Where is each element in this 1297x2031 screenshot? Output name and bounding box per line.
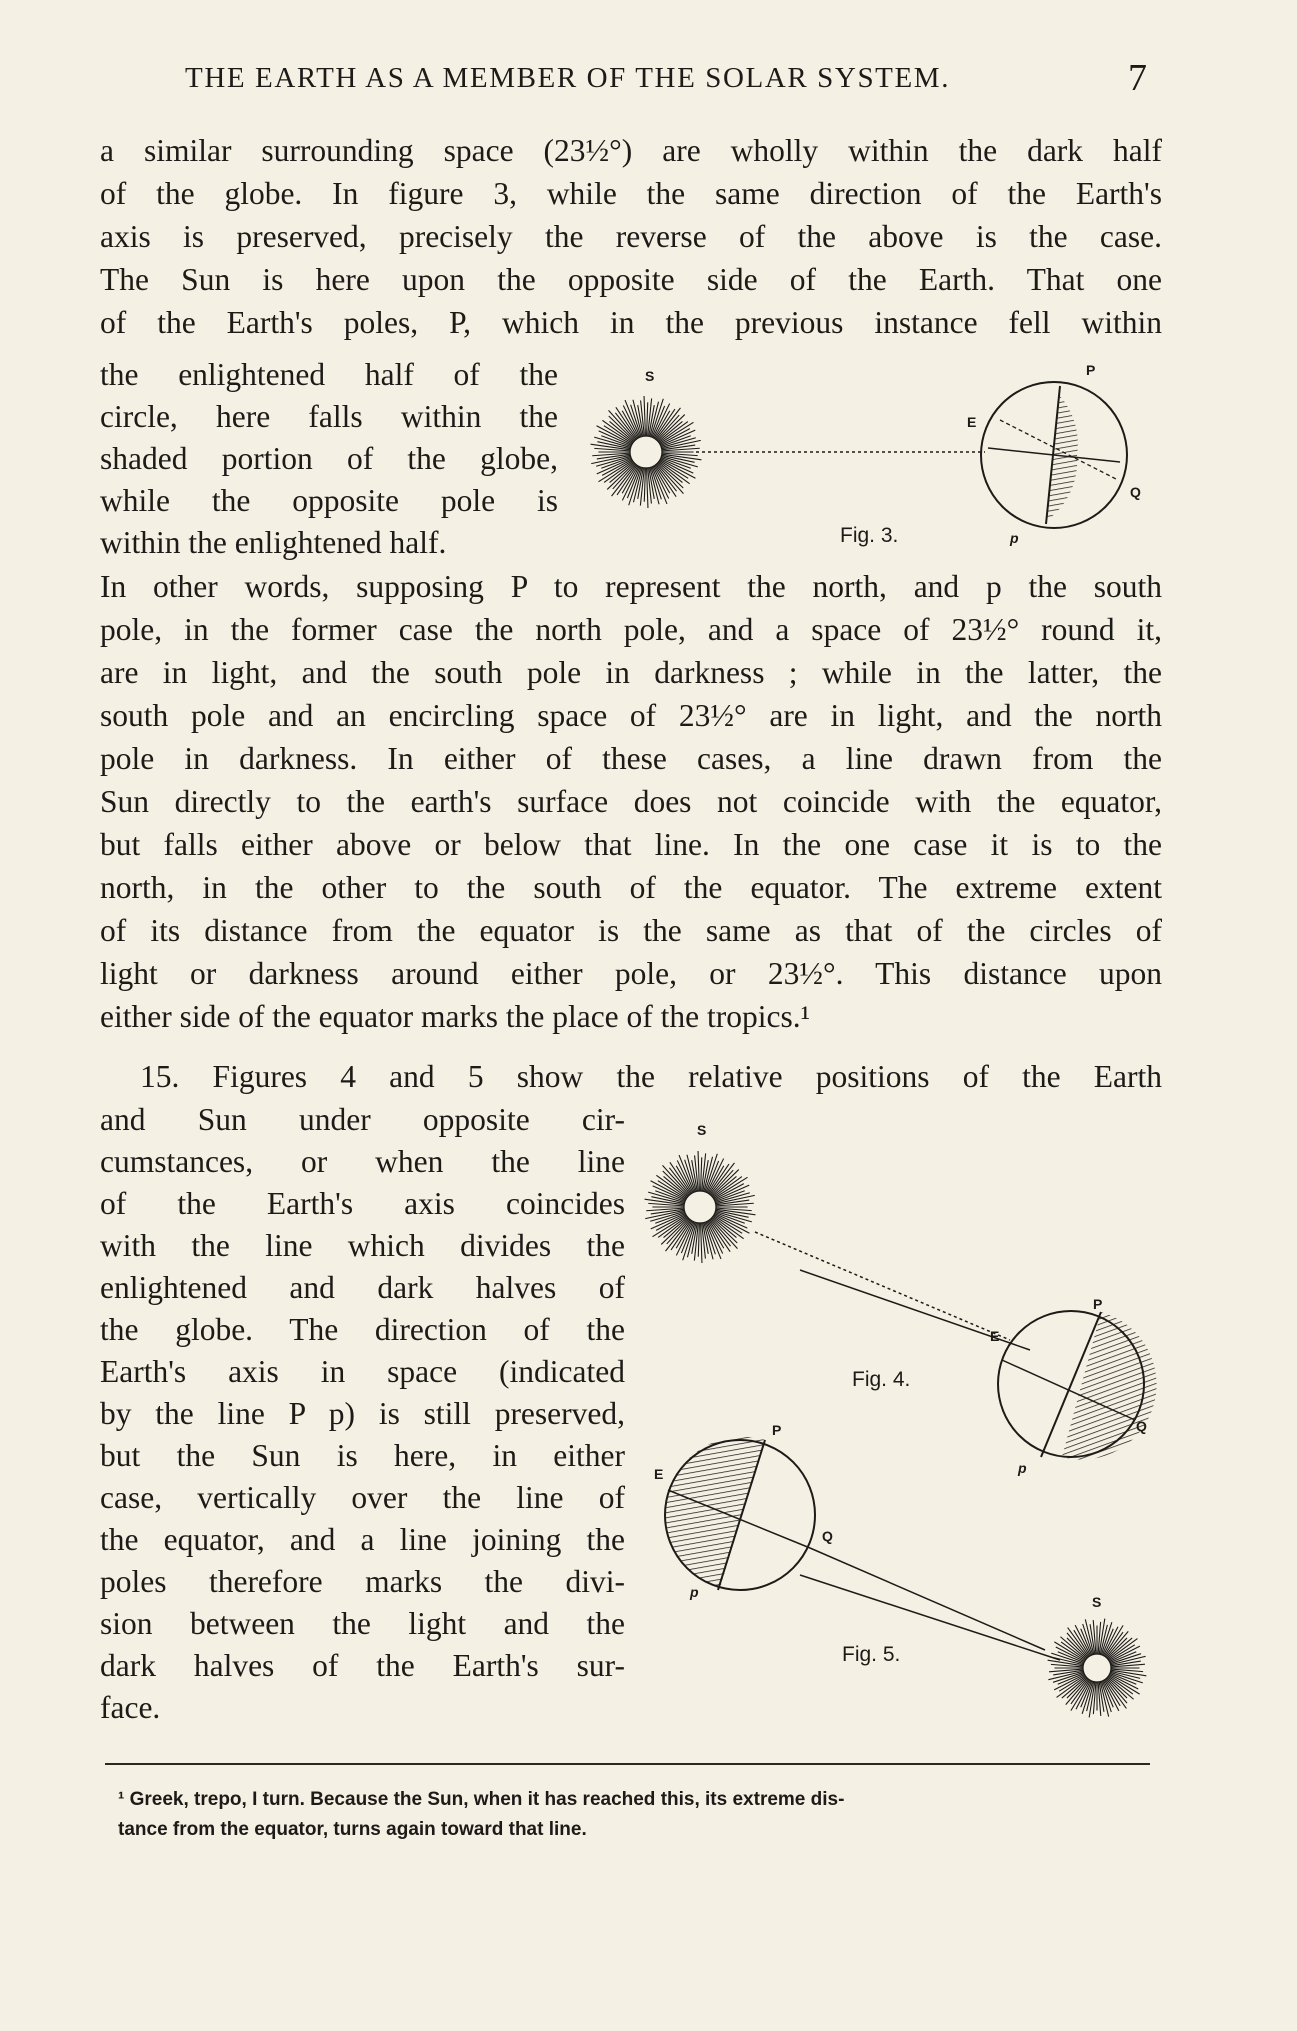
text-line: south pole and an encircling space of 23½° are in light, and the north [100,698,1162,733]
footnote-line-1: ¹ Greek, trepo, I turn. Because the Sun, when it has reached this, its extreme dis- [118,1789,845,1810]
text-line: The Sun is here upon the opposite side of the Earth. That one [100,262,1162,297]
text-line: Sun directly to the earth's surface does not coincide with the equator, [100,784,1162,819]
text-line: the enlightened half of the [100,357,558,392]
earth-4 [998,1311,1157,1460]
text-line: with the line which divides the [100,1228,625,1263]
text-line: within the enlightened half. [100,525,447,560]
text-line: of the Earth's axis coincides [100,1186,625,1221]
text-line: by the line P p) is still preserved, [100,1396,625,1431]
figure-4 [645,1151,1157,1460]
text-line: Earth's axis in space (indicated [100,1354,625,1389]
page-number: 7 [1128,57,1147,99]
fig3-sun-label: S [645,368,655,384]
footnote-line-2: tance from the equator, turns again toward that line. [118,1819,587,1840]
text-line: of the Earth's poles, P, which in the previous instance fell within [100,305,1162,340]
fig5-sun-label: S [1092,1594,1102,1610]
text-line: pole, in the former case the north pole, and a space of 23½° round it, [100,612,1162,647]
fig5-e-label: E [654,1466,664,1482]
fig5-q-label: Q [822,1528,833,1544]
text-line: light or darkness around either pole, or 23½°. This distance upon [100,956,1162,991]
text-line: face. [100,1690,161,1725]
fig3-p-label: P [1086,362,1096,378]
text-line: while the opposite pole is [100,483,558,518]
text-line: enlightened and dark halves of [100,1270,625,1305]
sun-3 [591,396,702,508]
fig3-caption: Fig. 3. [840,524,899,547]
footnote-rule [105,1763,1150,1765]
text-line: a similar surrounding space (23½°) are wholly within the dark half [100,133,1162,168]
text-line: case, vertically over the line of [100,1480,625,1515]
fig5-south-label: p [690,1584,699,1600]
fig3-south-label: p [1010,530,1019,546]
earth-3 [981,382,1127,528]
fig4-sun-label: S [697,1122,707,1138]
fig4-caption: Fig. 4. [852,1368,911,1391]
text-line: and Sun under opposite cir- [100,1102,625,1137]
text-line: cumstances, or when the line [100,1144,625,1179]
figure-5 [665,1437,1146,1718]
text-line: In other words, supposing P to represent the north, and p the south [100,569,1162,604]
sun-4 [645,1151,756,1263]
text-line: of the globe. In figure 3, while the same direction of the Earth's [100,176,1162,211]
text-line: north, in the other to the south of the equator. The extreme extent [100,870,1162,905]
text-line: circle, here falls within the [100,399,558,434]
figure-3 [591,382,1127,528]
text-line: but falls either above or below that line. In the one case it is to the [100,827,1162,862]
text-line: poles therefore marks the divi- [100,1564,625,1599]
text-line: are in light, and the south pole in darkness ; while in the latter, the [100,655,1162,690]
text-line: pole in darkness. In either of these cases, a line drawn from the [100,741,1162,776]
text-line: either side of the equator marks the place of the tropics.¹ [100,999,811,1034]
fig5-caption: Fig. 5. [842,1643,901,1666]
text-line: but the Sun is here, in either [100,1438,625,1473]
text-line: shaded portion of the globe, [100,441,558,476]
fig4-e-label: E [990,1328,1000,1344]
text-line: dark halves of the Earth's sur- [100,1648,625,1683]
fig5-p-label: P [772,1422,782,1438]
text-line: axis is preserved, precisely the reverse of the above is the case. [100,219,1162,254]
fig4-p-label: P [1093,1296,1103,1312]
text-line: the equator, and a line joining the [100,1522,625,1557]
text-line: sion between the light and the [100,1606,625,1641]
text-line: of its distance from the equator is the same as that of the circles of [100,913,1162,948]
fig3-q-label: Q [1130,484,1141,500]
text-line: 15. Figures 4 and 5 show the relative positions of the Earth [140,1059,1162,1094]
sun-5 [1048,1619,1147,1718]
running-title: THE EARTH AS A MEMBER OF THE SOLAR SYSTEM. [185,62,951,94]
fig3-e-label: E [967,414,977,430]
earth-5 [665,1437,815,1590]
fig4-south-label: p [1018,1460,1027,1476]
fig4-q-label: Q [1136,1418,1147,1434]
text-line: the globe. The direction of the [100,1312,625,1347]
